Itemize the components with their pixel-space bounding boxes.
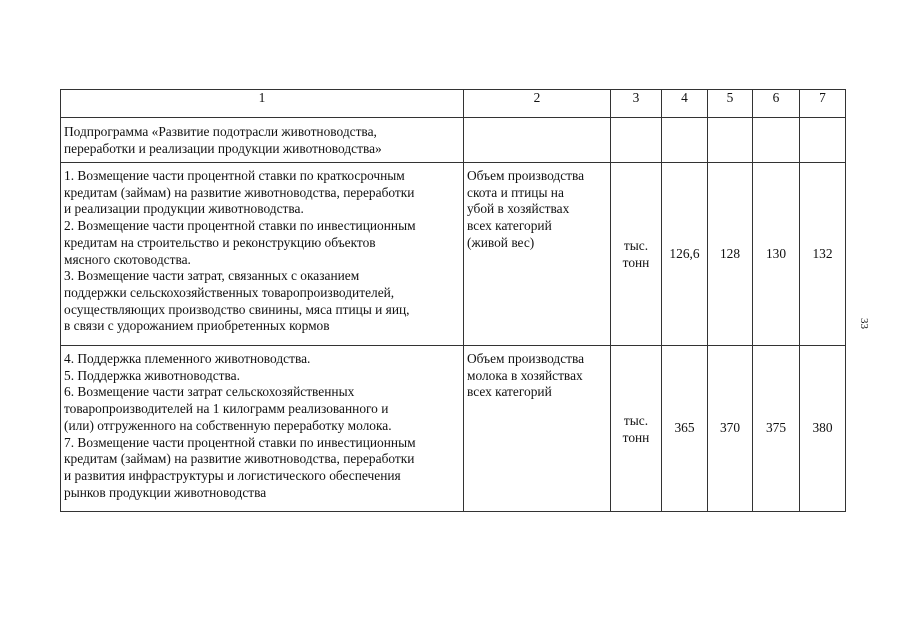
empty-cell bbox=[611, 118, 662, 163]
header-col-1: 1 bbox=[61, 90, 464, 118]
header-col-4: 4 bbox=[662, 90, 708, 118]
header-row bbox=[61, 90, 846, 118]
program-table bbox=[60, 89, 846, 512]
header-col-2: 2 bbox=[464, 90, 611, 118]
empty-cell bbox=[753, 118, 800, 163]
indicator-cell: Объем производства молока в хозяйствах всех категорий bbox=[464, 346, 611, 512]
header-col-5: 5 bbox=[708, 90, 753, 118]
value-col-5: 128 bbox=[708, 163, 753, 346]
unit-cell: тыс. тонн bbox=[611, 163, 662, 346]
value-col-4: 126,6 bbox=[662, 163, 708, 346]
measures-cell: 1. Возмещение части процентной ставки по краткосрочным кредитам (займам) на развитие животноводства, переработки и реализации продукции животноводства. 2. Возмещение части процентной ставки по инвестиционным кредитам на строительство и реконструкцию объектов мясного скотоводства. 3. Возмещение части затрат, связанных с оказанием поддержки сельскохозяйственных товаропроизводителей, осуществляющих производство свинины, мяса птицы и яиц, в связи с удорожанием приобретенных кормов bbox=[61, 163, 464, 346]
subprogram-title: Подпрограмма «Развитие подотрасли животноводства, переработки и реализации продукции животноводства» bbox=[61, 118, 464, 163]
empty-cell bbox=[464, 118, 611, 163]
unit-cell: тыс. тонн bbox=[611, 346, 662, 512]
empty-cell bbox=[800, 118, 846, 163]
page-number: 33 bbox=[858, 318, 870, 329]
value-col-7: 380 bbox=[800, 346, 846, 512]
table-row bbox=[61, 346, 846, 512]
value-col-7: 132 bbox=[800, 163, 846, 346]
table-row bbox=[61, 163, 846, 346]
empty-cell bbox=[708, 118, 753, 163]
subprogram-row bbox=[61, 118, 846, 163]
value-col-4: 365 bbox=[662, 346, 708, 512]
header-col-6: 6 bbox=[753, 90, 800, 118]
indicator-cell: Объем производства скота и птицы на убой в хозяйствах всех категорий (живой вес) bbox=[464, 163, 611, 346]
value-col-6: 375 bbox=[753, 346, 800, 512]
header-col-7: 7 bbox=[800, 90, 846, 118]
header-col-3: 3 bbox=[611, 90, 662, 118]
measures-cell: 4. Поддержка племенного животноводства. 5. Поддержка животноводства. 6. Возмещение части затрат сельскохозяйственных товаропроизводителей на 1 килограмм реализованного и (или) отгруженного на собственную переработку молока. 7. Возмещение части процентной ставки по инвестиционным кредитам (займам) на развитие животноводства, переработки и развития инфраструктуры и логистического обеспечения рынков продукции животноводства bbox=[61, 346, 464, 512]
value-col-5: 370 bbox=[708, 346, 753, 512]
value-col-6: 130 bbox=[753, 163, 800, 346]
empty-cell bbox=[662, 118, 708, 163]
